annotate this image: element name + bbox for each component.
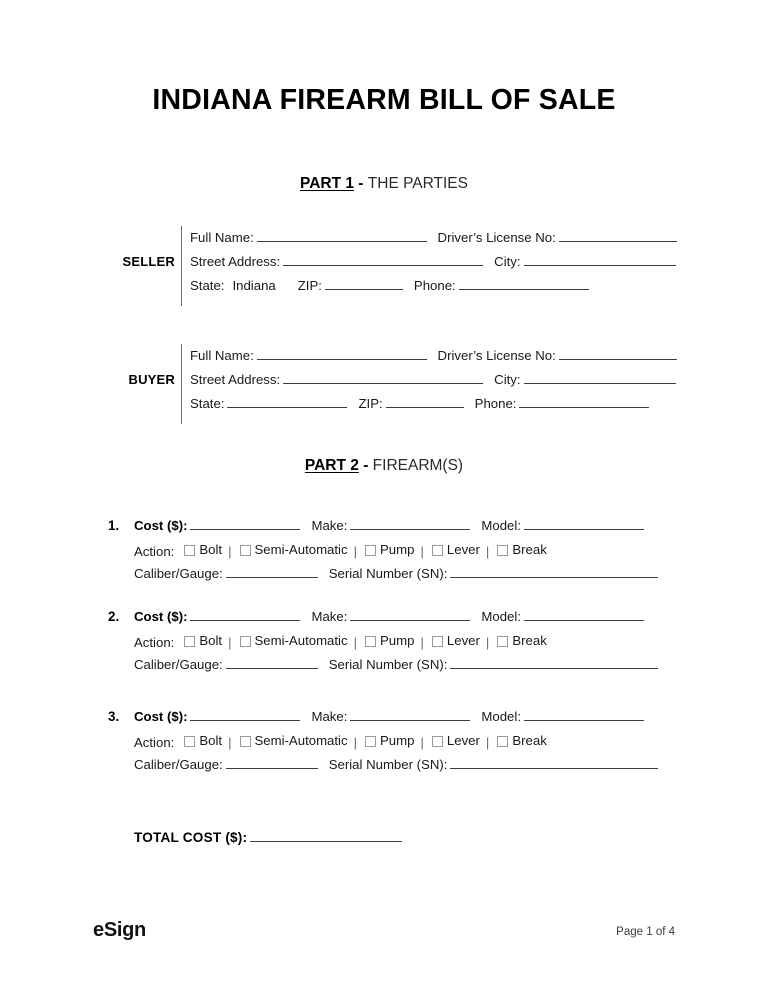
firearm-3-row-serial <box>134 753 680 777</box>
firearm-1-row-serial <box>134 562 680 586</box>
firearm-1-cost-input[interactable] <box>190 515 300 530</box>
firearm-2-make-label: Make: <box>311 609 348 624</box>
part-2-title: FIREARM(S) <box>372 457 464 474</box>
firearm-1-row-action <box>134 538 680 562</box>
seller-divider <box>181 226 182 306</box>
firearm-3-action-break[interactable] <box>495 729 546 753</box>
seller-dl-label: Driver’s License No: <box>437 230 556 245</box>
checkbox-icon[interactable] <box>240 636 251 647</box>
buyer-label: BUYER <box>128 372 175 387</box>
firearm-1-caliber-label: Caliber/Gauge: <box>134 566 223 581</box>
seller-row-state <box>190 274 680 298</box>
checkbox-icon[interactable] <box>184 636 195 647</box>
firearm-3-action-bolt[interactable] <box>182 729 222 753</box>
buyer-divider <box>181 344 182 424</box>
firearm-1-fields <box>134 514 680 586</box>
firearm-2-action-break[interactable] <box>495 629 546 653</box>
firearm-1-action-break-label: Break <box>512 542 547 557</box>
firearm-3-number: 3. <box>108 709 120 724</box>
part-2-label: PART 2 <box>304 457 359 474</box>
firearm-entry-1 <box>108 514 680 586</box>
part-1-dash: - <box>354 175 368 192</box>
firearm-entry-2 <box>108 605 680 677</box>
firearm-3-action-bolt-label: Bolt <box>199 733 223 748</box>
checkbox-icon[interactable] <box>240 545 251 556</box>
buyer-city-label: City: <box>494 372 521 387</box>
firearm-2-row-action <box>134 629 680 653</box>
seller-row-address <box>190 250 680 274</box>
buyer-row-name <box>190 344 680 368</box>
seller-phone-input[interactable] <box>459 275 589 290</box>
separator-3: | <box>420 734 424 750</box>
seller-section <box>105 226 680 306</box>
firearm-2-make-input[interactable] <box>350 606 470 621</box>
firearm-3-fields <box>134 705 680 777</box>
separator-2: | <box>353 734 358 750</box>
separator-3: | <box>420 634 424 650</box>
separator-4: | <box>485 543 490 559</box>
checkbox-icon[interactable] <box>184 545 195 556</box>
separator-2: | <box>353 543 358 559</box>
firearm-entry-3 <box>108 705 680 777</box>
total-cost-row <box>134 827 405 845</box>
separator-1: | <box>228 543 232 559</box>
part-2-dash: - <box>358 457 373 474</box>
seller-fields <box>190 226 680 298</box>
seller-full-name-label: Full Name: <box>190 230 254 245</box>
buyer-full-name-input[interactable] <box>257 345 427 360</box>
firearm-3-serial-input[interactable] <box>450 754 658 769</box>
part-1-title: THE PARTIES <box>367 175 468 192</box>
firearm-2-model-input[interactable] <box>524 606 644 621</box>
firearm-2-fields <box>134 605 680 677</box>
firearm-3-action-label: Action: <box>134 734 175 750</box>
checkbox-icon[interactable] <box>365 636 376 647</box>
firearm-1-cost-label: Cost ($): <box>134 518 188 533</box>
checkbox-icon[interactable] <box>240 736 251 747</box>
firearm-1-action-break[interactable] <box>495 538 546 562</box>
firearm-2-action-bolt-label: Bolt <box>199 633 223 648</box>
firearm-2-serial-label: Serial Number (SN): <box>328 657 448 672</box>
firearm-1-action-lever[interactable] <box>430 538 480 562</box>
buyer-phone-label: Phone: <box>474 396 517 411</box>
firearm-2-action-semi-automatic[interactable] <box>238 629 348 653</box>
firearm-1-serial-label: Serial Number (SN): <box>328 566 448 581</box>
esign-logo: eSign <box>93 919 146 941</box>
firearm-1-action-bolt[interactable] <box>182 538 222 562</box>
buyer-row-address <box>190 368 680 392</box>
firearm-2-cost-input[interactable] <box>190 606 300 621</box>
firearm-1-action-pump-label: Pump <box>380 542 415 557</box>
buyer-row-state <box>190 392 680 416</box>
firearm-1-action-pump[interactable] <box>363 538 414 562</box>
checkbox-icon[interactable] <box>365 736 376 747</box>
firearm-2-action-label: Action: <box>134 634 175 650</box>
firearm-3-make-label: Make: <box>311 709 348 724</box>
firearm-1-row-cost <box>134 514 680 538</box>
seller-phone-label: Phone: <box>413 278 456 293</box>
firearm-3-row-cost <box>134 705 680 729</box>
firearm-2-action-lever[interactable] <box>430 629 480 653</box>
seller-state-value: Indiana <box>232 278 276 293</box>
firearm-3-action-pump-label: Pump <box>380 733 415 748</box>
part-1-heading <box>0 175 768 193</box>
checkbox-icon[interactable] <box>365 545 376 556</box>
buyer-dl-input[interactable] <box>559 345 677 360</box>
seller-zip-input[interactable] <box>325 275 403 290</box>
checkbox-icon[interactable] <box>497 545 508 556</box>
firearm-1-make-input[interactable] <box>350 515 470 530</box>
firearm-2-row-serial <box>134 653 680 677</box>
seller-city-label: City: <box>494 254 521 269</box>
firearm-1-make-label: Make: <box>311 518 348 533</box>
firearm-1-model-input[interactable] <box>524 515 644 530</box>
firearm-2-serial-input[interactable] <box>450 654 658 669</box>
buyer-fields <box>190 344 680 416</box>
seller-label: SELLER <box>122 254 175 269</box>
seller-full-name-input[interactable] <box>257 227 427 242</box>
checkbox-icon[interactable] <box>432 545 443 556</box>
seller-street-label: Street Address: <box>190 254 281 269</box>
firearm-3-caliber-label: Caliber/Gauge: <box>134 757 223 772</box>
separator-3: | <box>420 543 424 559</box>
firearm-3-action-break-label: Break <box>512 733 547 748</box>
buyer-city-input[interactable] <box>524 369 676 384</box>
part-1-label: PART 1 <box>300 175 354 192</box>
firearm-2-number: 2. <box>108 609 120 624</box>
firearm-3-action-semi-automatic[interactable] <box>238 729 348 753</box>
seller-street-input[interactable] <box>283 251 483 266</box>
part-2-heading <box>0 457 768 475</box>
firearm-3-model-input[interactable] <box>524 706 644 721</box>
firearm-1-model-label: Model: <box>481 518 521 533</box>
buyer-state-input[interactable] <box>227 393 347 408</box>
firearm-3-serial-label: Serial Number (SN): <box>328 757 448 772</box>
total-cost-label: TOTAL COST ($): <box>134 830 248 845</box>
buyer-full-name-label: Full Name: <box>190 348 254 363</box>
firearm-2-row-cost <box>134 605 680 629</box>
buyer-phone-input[interactable] <box>519 393 649 408</box>
firearm-1-number: 1. <box>108 518 120 533</box>
page-number: Page 1 of 4 <box>616 926 675 938</box>
buyer-dl-label: Driver’s License No: <box>437 348 556 363</box>
firearm-3-row-action <box>134 729 680 753</box>
buyer-zip-input[interactable] <box>386 393 464 408</box>
firearm-2-action-semi-automatic-label: Semi-Automatic <box>254 633 348 648</box>
buyer-section <box>105 344 680 424</box>
checkbox-icon[interactable] <box>432 736 443 747</box>
total-cost-input[interactable] <box>250 827 402 842</box>
firearm-2-action-break-label: Break <box>512 633 547 648</box>
firearm-1-action-bolt-label: Bolt <box>199 542 223 557</box>
firearm-2-caliber-label: Caliber/Gauge: <box>134 657 223 672</box>
firearm-3-make-input[interactable] <box>350 706 470 721</box>
checkbox-icon[interactable] <box>184 736 195 747</box>
firearm-1-action-semi-automatic-label: Semi-Automatic <box>254 542 348 557</box>
firearm-3-action-semi-automatic-label: Semi-Automatic <box>254 733 348 748</box>
firearm-1-serial-input[interactable] <box>450 563 658 578</box>
buyer-street-label: Street Address: <box>190 372 281 387</box>
firearm-2-model-label: Model: <box>481 609 521 624</box>
separator-4: | <box>485 734 490 750</box>
checkbox-icon[interactable] <box>497 636 508 647</box>
firearm-3-action-lever-label: Lever <box>446 733 480 748</box>
checkbox-icon[interactable] <box>497 736 508 747</box>
page-title: INDIANA FIREARM BILL OF SALE <box>152 84 616 116</box>
firearm-3-cost-label: Cost ($): <box>134 709 188 724</box>
seller-dl-input[interactable] <box>559 227 677 242</box>
firearm-2-action-pump[interactable] <box>363 629 414 653</box>
checkbox-icon[interactable] <box>432 636 443 647</box>
separator-4: | <box>485 634 490 650</box>
firearm-2-action-bolt[interactable] <box>182 629 222 653</box>
firearm-3-action-lever[interactable] <box>430 729 480 753</box>
firearm-1-action-semi-automatic[interactable] <box>238 538 348 562</box>
seller-row-name <box>190 226 680 250</box>
firearm-2-caliber-input[interactable] <box>226 654 318 669</box>
buyer-zip-label: ZIP: <box>358 396 383 411</box>
separator-1: | <box>228 734 232 750</box>
firearm-2-cost-label: Cost ($): <box>134 609 188 624</box>
buyer-street-input[interactable] <box>283 369 483 384</box>
firearm-3-caliber-input[interactable] <box>226 754 318 769</box>
seller-state-label: State: <box>190 278 225 293</box>
firearm-2-action-lever-label: Lever <box>446 633 480 648</box>
seller-city-input[interactable] <box>524 251 676 266</box>
separator-2: | <box>353 634 358 650</box>
firearm-1-action-label: Action: <box>134 543 175 559</box>
firearm-1-caliber-input[interactable] <box>226 563 318 578</box>
firearm-2-action-pump-label: Pump <box>380 633 415 648</box>
firearm-3-cost-input[interactable] <box>190 706 300 721</box>
firearm-3-action-pump[interactable] <box>363 729 414 753</box>
firearm-3-model-label: Model: <box>481 709 521 724</box>
seller-zip-label: ZIP: <box>297 278 322 293</box>
separator-1: | <box>228 634 232 650</box>
firearm-1-action-lever-label: Lever <box>446 542 480 557</box>
buyer-state-label: State: <box>190 396 225 411</box>
